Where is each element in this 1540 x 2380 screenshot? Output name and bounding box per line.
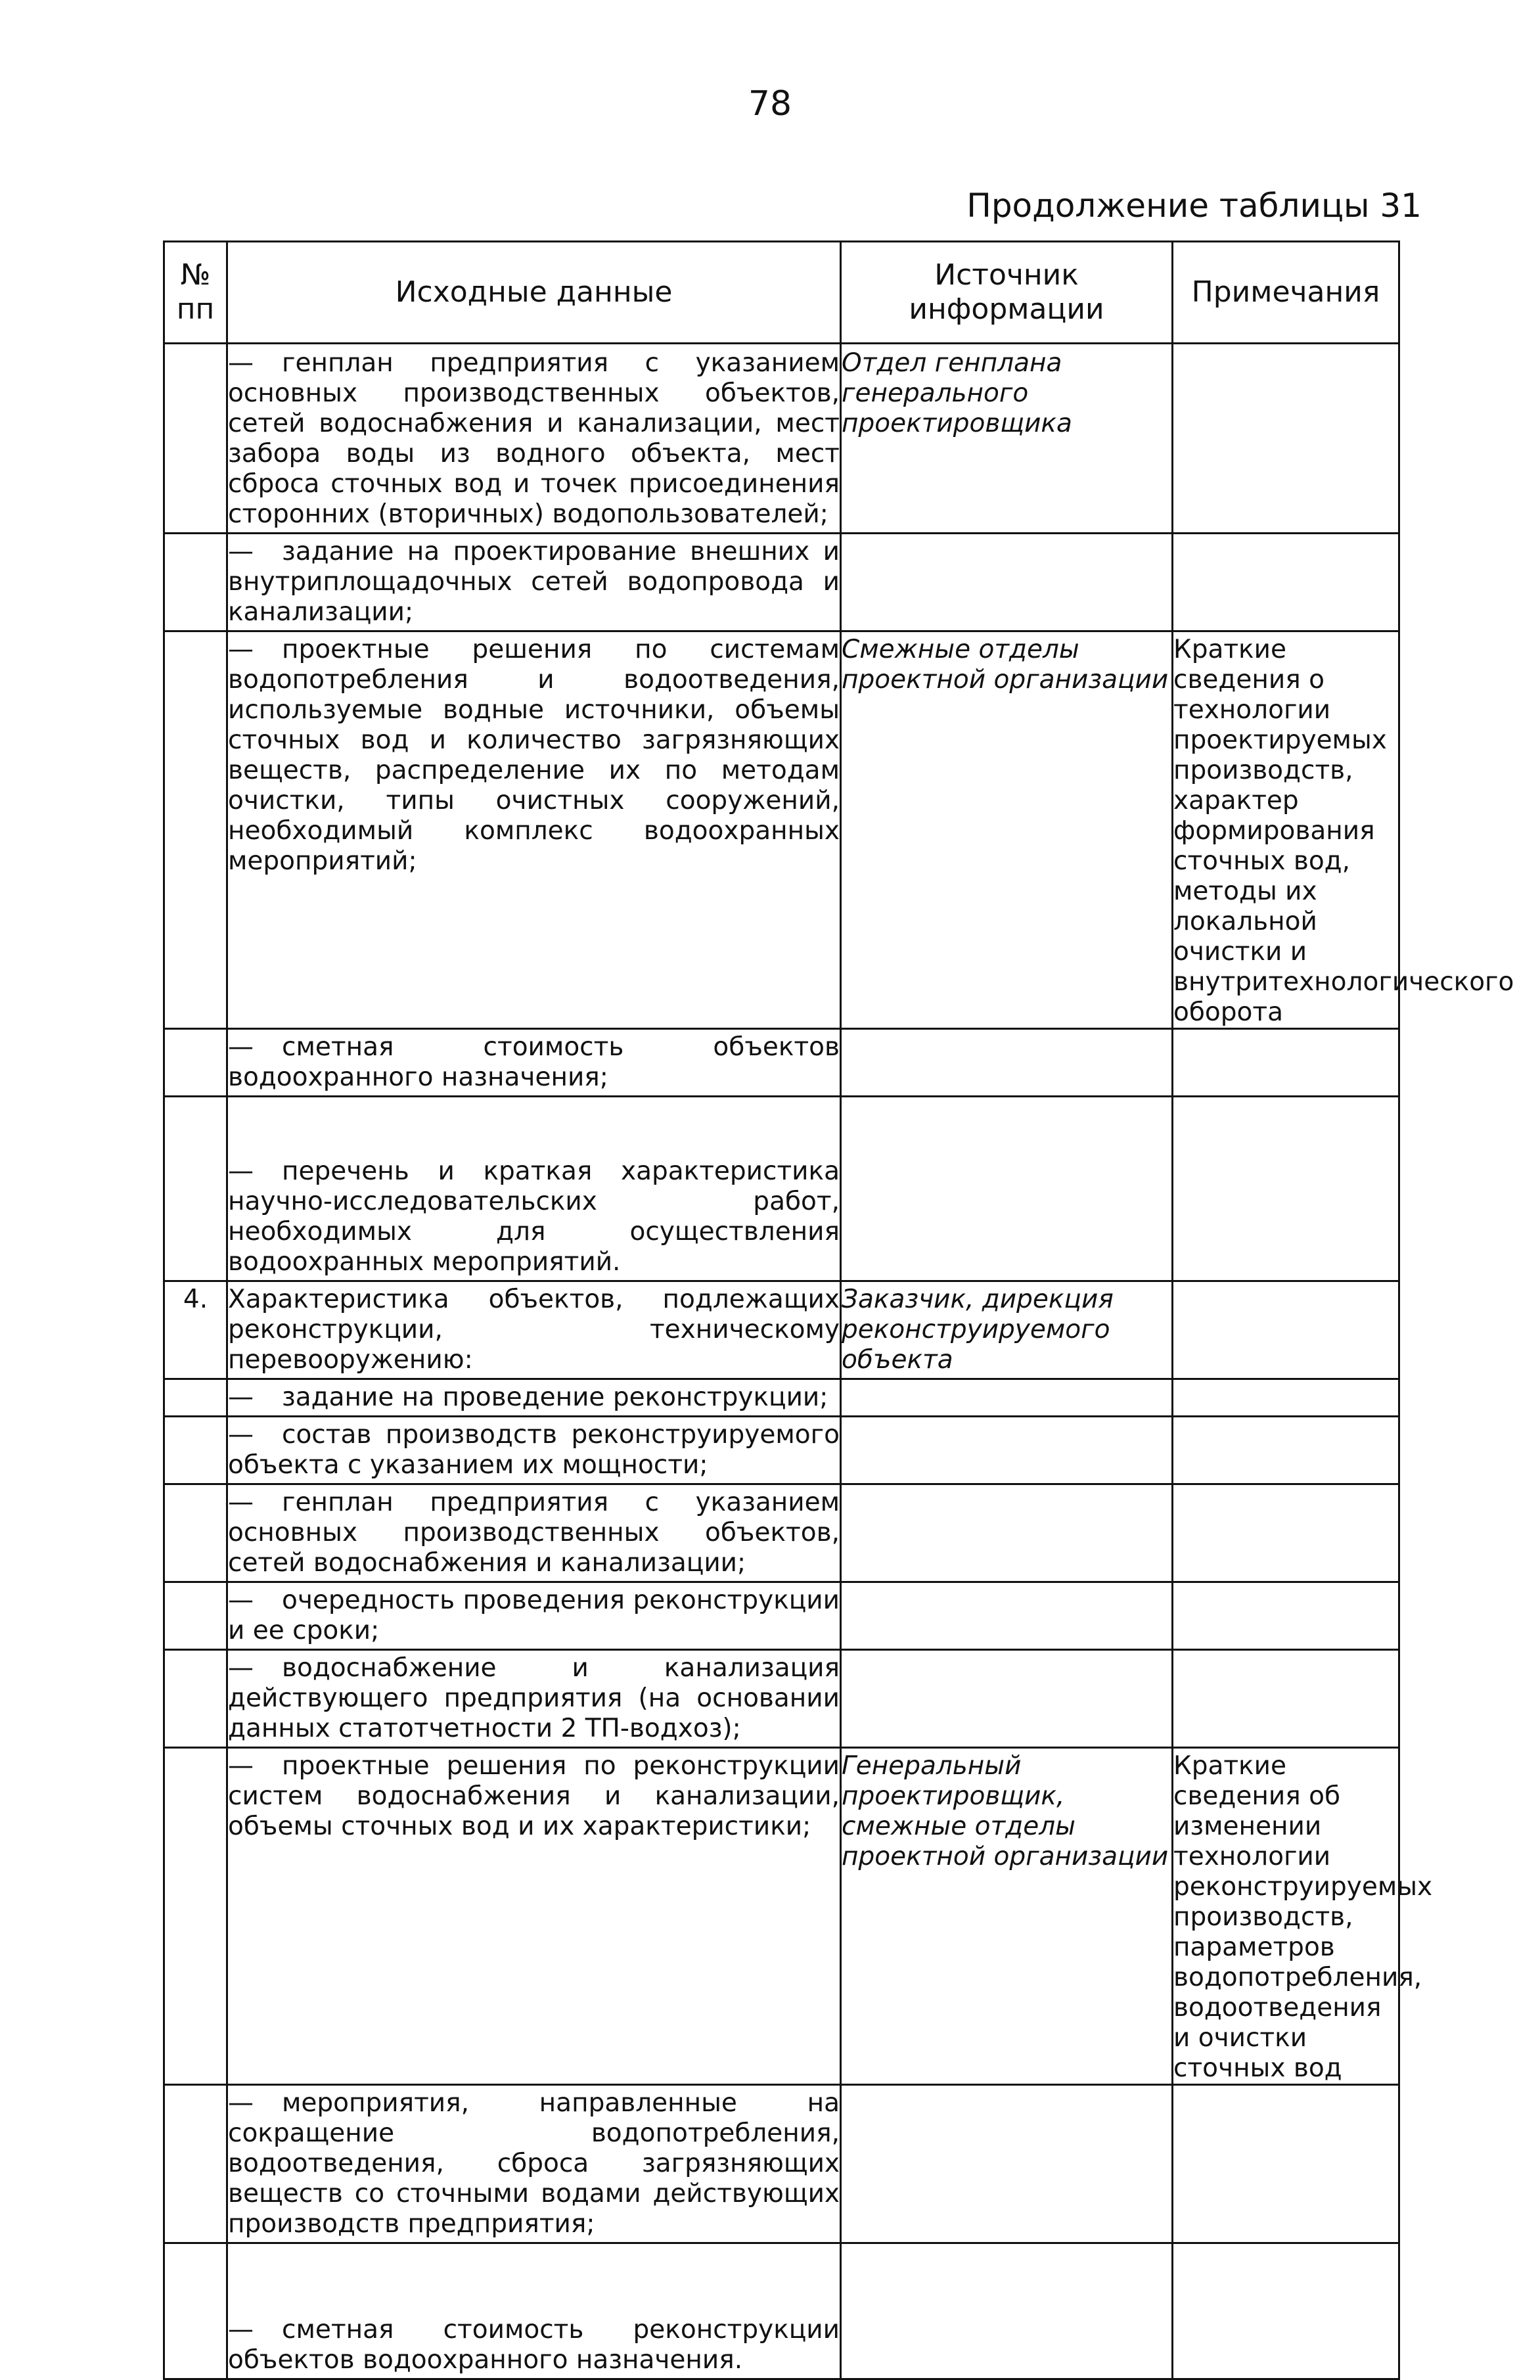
row-note — [1173, 2085, 1399, 2243]
row-text: проектные решения по системам водопотребления и водоотведения, используемые водные источники, объемы сточных вод и количество загрязняющих веществ, распределение их по методам очистки, типы очистных сооружений, необходимый комплекс водоохранных мероприятий; — [228, 635, 840, 876]
row-source — [841, 1379, 1173, 1417]
row-data — [227, 1582, 841, 1650]
row-data — [227, 1097, 841, 1281]
row-number — [164, 1748, 227, 2085]
table-row — [164, 1281, 1399, 1379]
row-note — [1173, 2243, 1399, 2379]
row-number: 4. — [164, 1281, 227, 1379]
row-source: Отдел генплана генерального проектировщика — [841, 344, 1173, 534]
row-number — [164, 1029, 227, 1097]
row-source — [841, 1582, 1173, 1650]
row-note — [1173, 534, 1399, 631]
row-data — [227, 631, 841, 1029]
row-text: мероприятия, направленные на сокращение водопотребления, водоотведения, сброса загрязняющих веществ со сточными водами действующих производств предприятия; — [228, 2088, 840, 2239]
row-text: сметная стоимость объектов водоохранного назначения; — [228, 1032, 840, 1092]
row-source — [841, 1097, 1173, 1281]
row-note — [1173, 1484, 1399, 1582]
table-row — [164, 1379, 1399, 1417]
dash-marker: — — [228, 635, 254, 664]
row-number — [164, 344, 227, 534]
row-source — [841, 2085, 1173, 2243]
row-data — [227, 2085, 841, 2243]
table-row — [164, 1417, 1399, 1484]
table-row — [164, 631, 1399, 1029]
dash-marker: — — [228, 1383, 254, 1412]
dash-marker: — — [228, 2088, 254, 2118]
row-text: генплан предприятия с указанием основных производственных объектов, сетей водоснабжения и канализации; — [228, 1488, 840, 1578]
row-note — [1173, 1417, 1399, 1484]
table-row — [164, 1582, 1399, 1650]
dash-marker: — — [228, 537, 254, 566]
dash-marker: — — [228, 348, 254, 378]
table-row — [164, 1748, 1399, 2085]
row-data — [227, 1748, 841, 2085]
row-data — [227, 2243, 841, 2379]
table-row — [164, 344, 1399, 534]
row-number — [164, 534, 227, 631]
table-caption: Продолжение таблицы 31 — [966, 187, 1422, 225]
page-number: 78 — [748, 84, 792, 124]
row-text: сметная стоимость реконструкции объектов водоохранного назначения. — [228, 2315, 840, 2375]
row-data — [227, 1029, 841, 1097]
row-source — [841, 1650, 1173, 1748]
header-num: № пп — [164, 242, 227, 344]
header-source: Источник информации — [841, 242, 1173, 344]
row-text: генплан предприятия с указанием основных производственных объектов, сетей водоснабжения и канализации, мест забора воды из водного объекта, мест сброса сточных вод и точек присоединения сторонних (вторичных) водопользователей; — [228, 348, 840, 529]
row-text: задание на проведение реконструкции; — [282, 1383, 828, 1412]
dash-marker: — — [228, 1653, 254, 1683]
table-row — [164, 2243, 1399, 2379]
row-note: Краткие сведения об изменении технологии реконструируемых производств, параметров водопотребления, водоотведения и очистки сточных вод — [1173, 1748, 1399, 2085]
row-note — [1173, 1281, 1399, 1379]
row-source: Заказчик, дирекция реконструируемого объекта — [841, 1281, 1173, 1379]
row-number — [164, 1379, 227, 1417]
table-row — [164, 1097, 1399, 1281]
dash-marker: — — [228, 1586, 254, 1615]
row-data — [227, 1650, 841, 1748]
row-number — [164, 1417, 227, 1484]
dash-marker: — — [228, 2315, 254, 2345]
row-text: Характеристика объектов, подлежащих реконструкции, техническому перевооружению: — [228, 1285, 840, 1375]
row-number — [164, 1582, 227, 1650]
row-source — [841, 534, 1173, 631]
row-text: очередность проведения реконструкции и ее сроки; — [228, 1586, 840, 1645]
row-note — [1173, 1582, 1399, 1650]
dash-marker: — — [228, 1156, 254, 1186]
row-number — [164, 1650, 227, 1748]
row-number — [164, 2243, 227, 2379]
row-source: Смежные отделы проектной организации — [841, 631, 1173, 1029]
table-body — [164, 344, 1514, 2379]
dash-marker: — — [228, 1032, 254, 1062]
row-text: проектные решения по реконструкции систем водоснабжения и канализации, объемы сточных вод и их характеристики; — [228, 1751, 840, 1841]
row-note — [1173, 1029, 1399, 1097]
table-31 — [163, 240, 1514, 2380]
header-data: Исходные данные — [227, 242, 841, 344]
table-row — [164, 534, 1399, 631]
row-data — [227, 534, 841, 631]
row-source — [841, 1484, 1173, 1582]
row-source: Генеральный проектировщик, смежные отделы проектной организации — [841, 1748, 1173, 2085]
dash-marker: — — [228, 1420, 254, 1450]
row-number — [164, 1484, 227, 1582]
table-row — [164, 1484, 1399, 1582]
row-data — [227, 1379, 841, 1417]
table-row — [164, 1650, 1399, 1748]
dash-marker: — — [228, 1751, 254, 1781]
row-data — [227, 1484, 841, 1582]
row-number — [164, 1097, 227, 1281]
header-row — [164, 242, 1399, 344]
row-note — [1173, 1379, 1399, 1417]
row-data — [227, 1417, 841, 1484]
row-number — [164, 631, 227, 1029]
row-number — [164, 2085, 227, 2243]
row-data — [227, 1281, 841, 1379]
table-row — [164, 2085, 1399, 2243]
dash-marker: — — [228, 1488, 254, 1517]
row-text: задание на проектирование внешних и внутриплощадочных сетей водопровода и канализации; — [228, 537, 840, 627]
row-note: Краткие сведения о технологии проектируемых производств, характер формирования сточных вод, методы их локальной очистки и внутритехнологического оборота — [1173, 631, 1399, 1029]
table-row — [164, 1029, 1399, 1097]
header-notes: Примечания — [1173, 242, 1399, 344]
row-source — [841, 1417, 1173, 1484]
row-text: водоснабжение и канализация действующего предприятия (на основании данных статотчетности 2 ТП-водхоз); — [228, 1653, 840, 1743]
row-note — [1173, 1097, 1399, 1281]
row-text: состав производств реконструируемого объекта с указанием их мощности; — [228, 1420, 840, 1480]
row-text: перечень и краткая характеристика научно-исследовательских работ, необходимых для осуществления водоохранных мероприятий. — [228, 1156, 840, 1277]
row-note — [1173, 1650, 1399, 1748]
row-source — [841, 2243, 1173, 2379]
row-data — [227, 344, 841, 534]
row-note — [1173, 344, 1399, 534]
row-source — [841, 1029, 1173, 1097]
